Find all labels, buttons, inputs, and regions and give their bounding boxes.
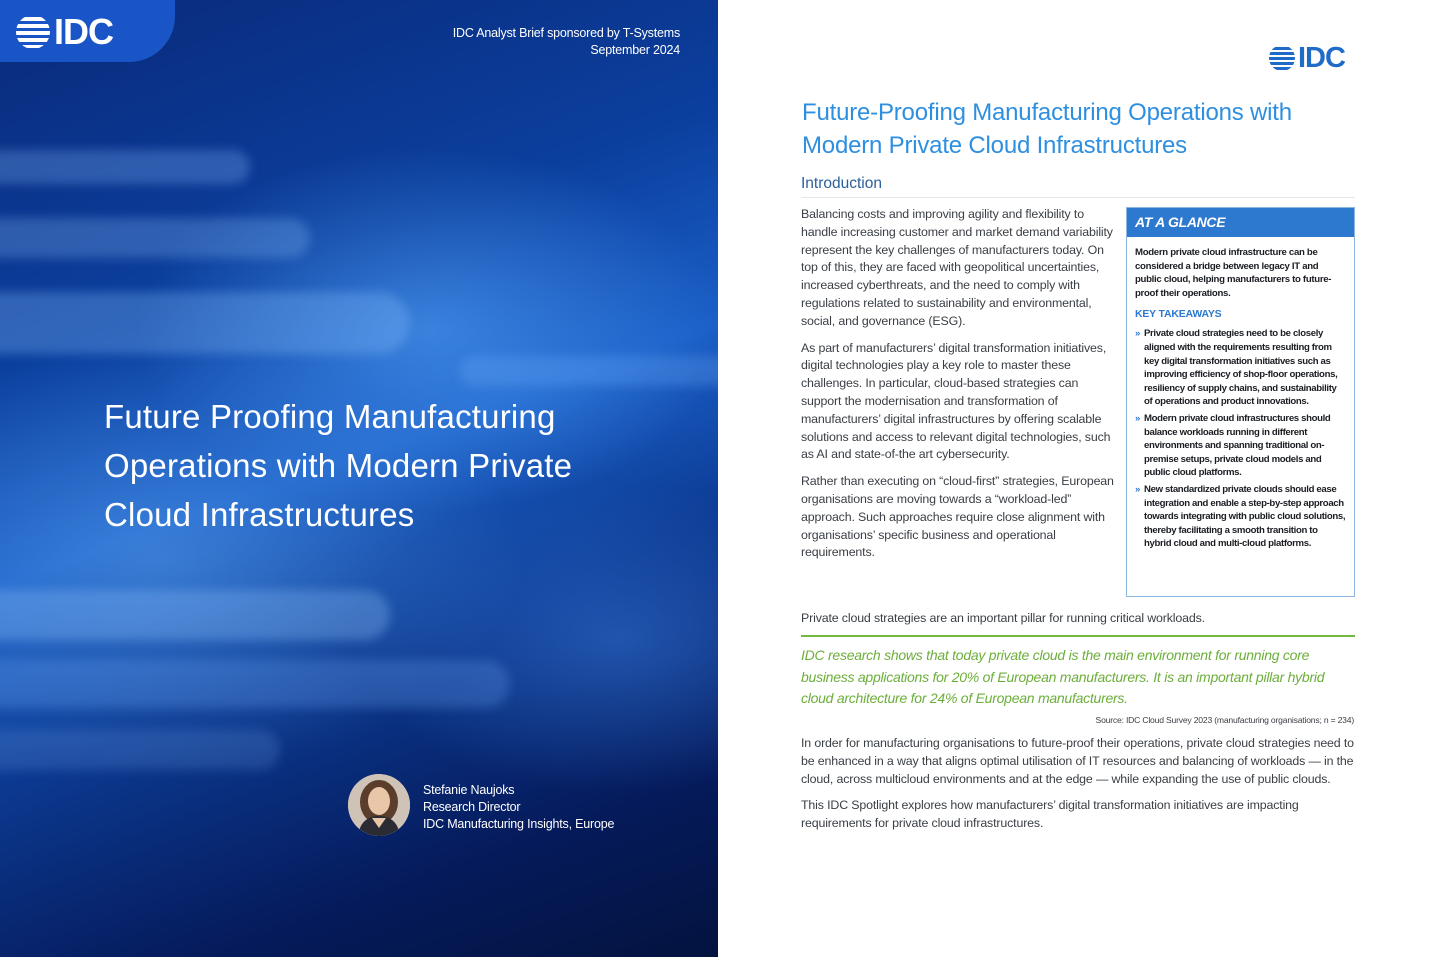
- takeaway-text: Modern private cloud infrastructures should balance workloads running in different environments and spanning traditional on-premise setups, private cloud models and public cloud platforms.: [1144, 412, 1331, 479]
- sponsor-line: IDC Analyst Brief sponsored by T-Systems: [452, 26, 680, 40]
- cover-title-line: Operations with Modern Private: [104, 447, 573, 484]
- chevron-right-icon: »: [1135, 483, 1140, 495]
- idc-globe-icon: [16, 15, 50, 49]
- body-paragraph: This IDC Spotlight explores how manufacturers’ digital transformation initiatives are impacting requirements for private cloud infrastructures.: [801, 798, 1299, 831]
- document-title-line: Modern Private Cloud Infrastructures: [802, 132, 1187, 159]
- glance-heading: AT A GLANCE: [1127, 208, 1354, 237]
- at-a-glance-box: [1126, 207, 1355, 597]
- takeaways-heading: KEY TAKEAWAYS: [1135, 308, 1222, 321]
- research-quote: IDC research shows that today private cloud is the main environment for running core business applications for 20% of European manufacturers. It is an important pillar hybrid cloud architecture for 24% of European manufacturers.: [801, 647, 1325, 706]
- idc-logo: [16, 11, 113, 52]
- takeaway-item: [1135, 412, 1346, 480]
- light-streak: [0, 590, 390, 640]
- glance-intro: Modern private cloud infrastructure can be considered a bridge between legacy IT and public cloud, helping manufacturers to future-proof their operations.: [1135, 247, 1332, 299]
- idc-logo: [1269, 44, 1345, 72]
- publish-date: September 2024: [590, 43, 680, 57]
- cover-title: [104, 392, 664, 539]
- intro-body: [801, 206, 1116, 571]
- idc-wordmark: IDC: [1298, 42, 1345, 74]
- takeaway-text: New standardized private clouds should ease integration and enable a step-by-step approach towards integrating with public cloud solutions, thereby facilitating a smooth transition to hybrid cloud and multi-cloud platforms.: [1144, 483, 1346, 550]
- body-paragraph: Rather than executing on “cloud-first” strategies, European organisations are moving towards a “workload-led” approach. Such approaches require close alignment with organisations’ specific business and operational requirements.: [801, 474, 1114, 560]
- chevron-right-icon: »: [1135, 328, 1140, 340]
- cover-title-line: Future Proofing Manufacturing: [104, 398, 556, 435]
- report-page: [718, 0, 1440, 960]
- author-role: Research Director: [423, 800, 521, 814]
- section-divider: [801, 197, 1355, 198]
- author-org: IDC Manufacturing Insights, Europe: [423, 817, 615, 831]
- light-streak: [0, 218, 310, 258]
- author-info: [423, 782, 614, 833]
- takeaway-item: [1135, 327, 1346, 409]
- cover-meta: [453, 25, 680, 59]
- author-name: Stefanie Naujoks: [423, 783, 515, 797]
- takeaway-list: [1135, 327, 1346, 551]
- pillar-statement: Private cloud strategies are an important pillar for running critical workloads.: [801, 611, 1205, 625]
- body-paragraph: As part of manufacturers’ digital transformation initiatives, digital technologies play a key role to master these challenges. In particular, cloud-based strategies can support the modernisation and transformation of manufacturers’ digital infrastructures by offering scalable solutions and access to relevant digital technologies, such as AI and state-of-the art cybersecurity.: [801, 340, 1111, 462]
- body-paragraph: In order for manufacturing organisations to future-proof their operations, private cloud strategies need to be enhanced in a way that aligns optimal utilisation of IT resources and balancing of workloads — in the cloud, across multicloud environments and at the edge — while expanding the use of public clouds.: [801, 736, 1354, 786]
- light-streak: [0, 150, 250, 184]
- author-avatar: [348, 774, 410, 836]
- chevron-right-icon: »: [1135, 412, 1140, 424]
- document-title: [802, 96, 1362, 162]
- takeaway-text: Private cloud strategies need to be closely aligned with the requirements resulting from key digital transformation initiatives such as improving efficiency of shop-floor operations, resiliency of supply chains, and sustainability of operations and product innovations.: [1144, 328, 1338, 408]
- idc-globe-icon: [1269, 45, 1295, 71]
- body-paragraph: Balancing costs and improving agility and flexibility to handle increasing customer and market demand variability represent the key challenges of manufacturers today. On top of this, they are faced with geopolitical uncertainties, increased cyberthreats, and the need to comply with regulations related to sustainability and environmental, social, and governance (ESG).: [801, 207, 1113, 328]
- idc-wordmark: IDC: [54, 11, 113, 52]
- quote-source: Source: IDC Cloud Survey 2023 (manufacturing organisations; n = 234): [1095, 715, 1354, 725]
- takeaway-item: [1135, 483, 1346, 551]
- quote-divider: [801, 635, 1355, 637]
- cover-title-line: Cloud Infrastructures: [104, 496, 415, 533]
- section-heading: Introduction: [801, 175, 882, 192]
- closing-body: [801, 735, 1357, 842]
- report-cover: [0, 0, 718, 957]
- document-title-line: Future-Proofing Manufacturing Operations with: [802, 99, 1292, 126]
- light-streak: [460, 356, 718, 386]
- light-streak: [0, 292, 410, 354]
- light-streak: [0, 660, 510, 708]
- light-streak: [0, 730, 280, 770]
- author-portrait-icon: [348, 774, 410, 836]
